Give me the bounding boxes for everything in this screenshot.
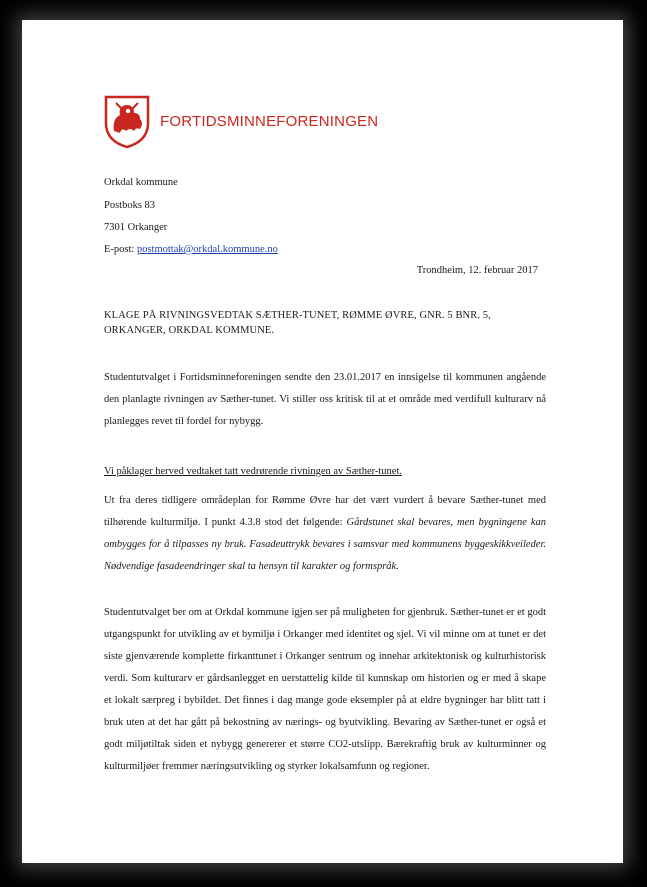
paragraph-2-quote: Gårdstunet skal bevares, men bygningene kan ombygges for å tilpasses ny bruk. Fasadeuttrykk bevares i samsvar med kommunens byggeskikkveileder. Nødvendige fasadeendringer skal ta hensyn til karakter og formspråk.	[104, 517, 546, 572]
paragraph-3: Studentutvalget ber om at Orkdal kommune igjen ser på muligheten for gjenbruk. Sæther-tunet er et godt utgangspunkt for utvikling av et bymiljø i Orkanger med identitet og sjel. Vi vil minne om at tunet er det siste gjenværende komplette firkanttunet i Orkanger sentrum og innehar arkitektonisk og kulturhistorisk verdi. Som kulturarv er gårdsanlegget en uerstattelig kilde til kunnskap om historien og er med å skape et lokalt særpreg i bybildet. Det finnes i dag mange gode eksempler på at eldre bygninger har blitt tatt i bruk uten at det har gått på bekostning av nærings- og byutvikling. Bevaring av Sæther-tunet er også et godt miljøtiltak siden et nybygg genererer et større CO2-utslipp. Bærekraftig bruk av kulturminner og kulturmiljøer fremmer næringsutvikling og styrker lokalsamfunn og regioner.	[104, 607, 546, 772]
recipient-email-line	[104, 244, 278, 255]
recipient-city: 7301 Orkanger	[104, 222, 168, 233]
subject-heading: KLAGE PÅ RIVNINGSVEDTAK SÆTHER-TUNET, RØMME ØVRE, GNR. 5 BNR. 5, ORKANGER, ORKDAL KOMMUNE.	[104, 310, 491, 336]
lion-seal-icon	[102, 93, 152, 149]
email-label: E-post:	[104, 244, 137, 255]
recipient-box: Postboks 83	[104, 200, 156, 211]
claim-statement: Vi påklager herved vedtaket tatt vedrørende rivningen av Sæther-tunet.	[104, 466, 403, 477]
org-name: FORTIDSMINNEFORENINGEN	[160, 112, 379, 130]
recipient-name: Orkdal kommune	[104, 177, 178, 188]
letter-date: Trondheim, 12. februar 2017	[416, 265, 538, 276]
letter-page	[22, 20, 623, 863]
paragraph-2-intro: Ut fra deres tidligere områdeplan for Rømme Øvre har det vært vurdert å bevare Sæther-tunet med tilhørende kulturmiljø. I punkt 4.3.8 stod det følgende:	[104, 495, 546, 528]
paragraph-1: Studentutvalget i Fortidsminneforeningen sendte den 23.01.2017 en innsigelse til kommunen angående den planlagte rivningen av Sæther-tunet. Vi stiller oss kritisk til at et område med verdifull kulturarv nå planlegges revet til fordel for nybygg.	[104, 372, 546, 427]
letterhead	[102, 93, 378, 149]
paragraph-2	[104, 490, 546, 578]
email-link[interactable]: postmottak@orkdal.kommune.no	[136, 244, 278, 255]
